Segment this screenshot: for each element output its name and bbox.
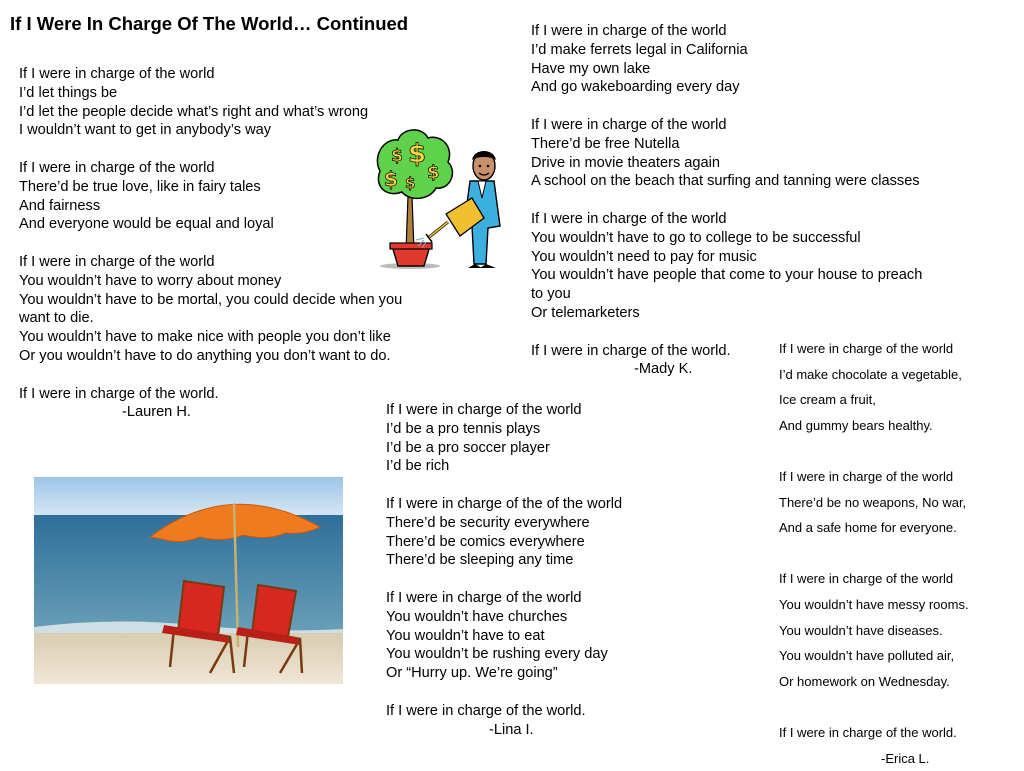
poem-mady bbox=[531, 22, 922, 379]
poem-line: I’d be rich bbox=[386, 457, 622, 476]
svg-text:$: $ bbox=[384, 167, 398, 191]
svg-text:$: $ bbox=[391, 146, 403, 166]
poem-line: If I were in charge of the world bbox=[779, 464, 969, 490]
svg-text:$: $ bbox=[408, 139, 426, 169]
poem-line: I’d make chocolate a vegetable, bbox=[779, 362, 969, 388]
poem-line: You wouldn’t be rushing every day bbox=[386, 645, 622, 664]
poem-line: You wouldn’t have polluted air, bbox=[779, 643, 969, 669]
poem-line: Have my own lake bbox=[531, 60, 922, 79]
poem-line: There’d be no weapons, No war, bbox=[779, 490, 969, 516]
poem-line: You wouldn’t need to pay for music bbox=[531, 248, 922, 267]
svg-text:$: $ bbox=[405, 174, 415, 192]
poem-line: Or “Hurry up. We’re going” bbox=[386, 664, 622, 683]
stanza-break bbox=[19, 366, 402, 385]
poem-line: If I were in charge of the of the world bbox=[386, 495, 622, 514]
stanza-break bbox=[531, 97, 922, 116]
poem-lauren bbox=[19, 65, 402, 422]
poem-line: If I were in charge of the world bbox=[531, 22, 922, 41]
poem-line: There’d be security everywhere bbox=[386, 514, 622, 533]
page-title: If I Were In Charge Of The World… Continued bbox=[10, 13, 408, 35]
poem-line: There’d be comics everywhere bbox=[386, 533, 622, 552]
poem-line: If I were in charge of the world. bbox=[779, 720, 969, 746]
poem-line: want to die. bbox=[19, 309, 402, 328]
poem-line: I’d let the people decide what’s right and what’s wrong bbox=[19, 103, 402, 122]
poem-line: If I were in charge of the world. bbox=[531, 342, 922, 361]
stanza-break bbox=[779, 694, 969, 720]
poem-line: Or telemarketers bbox=[531, 304, 922, 323]
poem-line: There’d be free Nutella bbox=[531, 135, 922, 154]
poem-line: You wouldn’t have diseases. bbox=[779, 618, 969, 644]
poem-line: There’d be sleeping any time bbox=[386, 551, 622, 570]
svg-text:$: $ bbox=[427, 162, 440, 183]
poem-line: You wouldn’t have to worry about money bbox=[19, 272, 402, 291]
poem-line: Drive in movie theaters again bbox=[531, 154, 922, 173]
poem-line: If I were in charge of the world. bbox=[19, 385, 402, 404]
poem-author: -Erica L. bbox=[779, 746, 969, 771]
poem-author: -Lina I. bbox=[386, 721, 622, 740]
stanza-break bbox=[386, 570, 622, 589]
money-tree-clipart bbox=[372, 126, 512, 271]
poem-line: If I were in charge of the world bbox=[19, 159, 402, 178]
poem-line: If I were in charge of the world bbox=[779, 566, 969, 592]
poem-line: I’d be a pro soccer player bbox=[386, 439, 622, 458]
poem-line: to you bbox=[531, 285, 922, 304]
poem-line: You wouldn’t have people that come to your house to preach bbox=[531, 266, 922, 285]
poem-line: If I were in charge of the world bbox=[531, 116, 922, 135]
poem-author: -Mady K. bbox=[531, 360, 922, 379]
poem-line: And go wakeboarding every day bbox=[531, 78, 922, 97]
poem-line: You wouldn’t have to be mortal, you could decide when you bbox=[19, 291, 402, 310]
poem-line: There’d be true love, like in fairy tales bbox=[19, 178, 402, 197]
stanza-break bbox=[531, 191, 922, 210]
stanza-break bbox=[779, 438, 969, 464]
poem-line: I’d make ferrets legal in California bbox=[531, 41, 922, 60]
poem-lina bbox=[386, 401, 622, 739]
poem-line: You wouldn’t have to go to college to be successful bbox=[531, 229, 922, 248]
poem-line: And gummy bears healthy. bbox=[779, 413, 969, 439]
poem-line: Ice cream a fruit, bbox=[779, 387, 969, 413]
stanza-break bbox=[19, 234, 402, 253]
poem-line: If I were in charge of the world bbox=[386, 401, 622, 420]
poem-erica bbox=[779, 336, 969, 771]
poem-line: Or you wouldn’t have to do anything you don’t want to do. bbox=[19, 347, 402, 366]
stanza-break bbox=[779, 541, 969, 567]
stanza-break bbox=[386, 476, 622, 495]
poem-line: If I were in charge of the world bbox=[19, 253, 402, 272]
poem-line: If I were in charge of the world bbox=[531, 210, 922, 229]
poem-line: If I were in charge of the world. bbox=[386, 702, 622, 721]
poem-line: A school on the beach that surfing and tanning were classes bbox=[531, 172, 922, 191]
poem-line: You wouldn’t have to make nice with people you don’t like bbox=[19, 328, 402, 347]
stanza-break bbox=[386, 683, 622, 702]
poem-line: You wouldn’t have messy rooms. bbox=[779, 592, 969, 618]
poem-line: You wouldn’t have churches bbox=[386, 608, 622, 627]
poem-line: And a safe home for everyone. bbox=[779, 515, 969, 541]
poem-line: I wouldn’t want to get in anybody’s way bbox=[19, 121, 402, 140]
poem-line: If I were in charge of the world bbox=[779, 336, 969, 362]
poem-line: If I were in charge of the world bbox=[386, 589, 622, 608]
beach-umbrella-photo bbox=[34, 477, 343, 684]
stanza-break bbox=[19, 140, 402, 159]
poem-line: And fairness bbox=[19, 197, 402, 216]
poem-line: Or homework on Wednesday. bbox=[779, 669, 969, 695]
poem-line: If I were in charge of the world bbox=[19, 65, 402, 84]
poem-line: And everyone would be equal and loyal bbox=[19, 215, 402, 234]
poem-line: You wouldn’t have to eat bbox=[386, 627, 622, 646]
poem-author: -Lauren H. bbox=[19, 403, 402, 422]
poem-line: I’d let things be bbox=[19, 84, 402, 103]
poem-line: I’d be a pro tennis plays bbox=[386, 420, 622, 439]
